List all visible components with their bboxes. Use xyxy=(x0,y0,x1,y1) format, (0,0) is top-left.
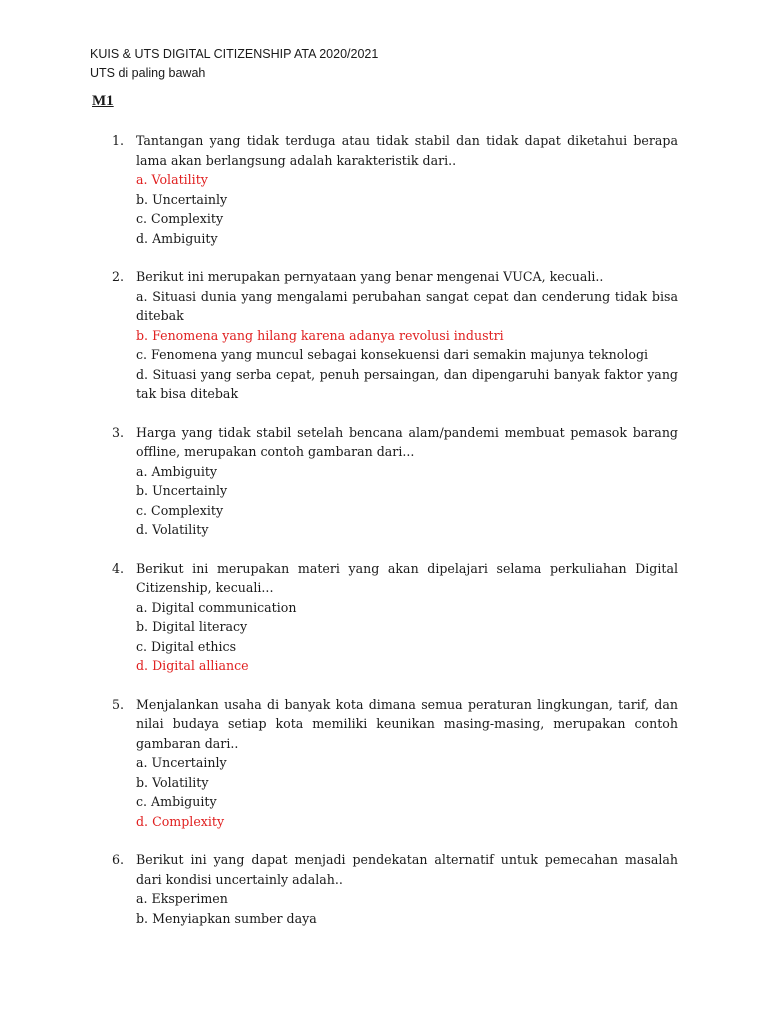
header-subtitle: UTS di paling bawah xyxy=(90,66,206,80)
answer-option-correct: d. Digital alliance xyxy=(136,658,249,673)
document-header xyxy=(90,45,378,83)
answer-option: a. Situasi dunia yang mengalami perubahan sangat cepat dan cenderung tidak bisa ditebak xyxy=(136,288,678,323)
answer-option: b. Digital literacy xyxy=(136,619,248,634)
answer-option: c. Complexity xyxy=(136,211,224,226)
answer-option: b. Uncertainly xyxy=(136,191,228,207)
question-text: Berikut ini merupakan materi yang akan dipelajari selama perkuliahan Digital Citizenship, kecuali... xyxy=(136,560,678,595)
answer-option: b. Volatility xyxy=(136,774,209,790)
answer-option: c. Ambiguity xyxy=(136,794,217,809)
answer-option: d. Ambiguity xyxy=(136,230,218,246)
question-item xyxy=(108,559,678,676)
answer-option: c. Digital ethics xyxy=(136,638,237,654)
question-item xyxy=(108,695,678,832)
answer-option: d. Situasi yang serba cepat, penuh persaingan, dan dipengaruhi banyak faktor yang tak bisa ditebak xyxy=(136,366,678,401)
answer-option: c. Fenomena yang muncul sebagai konsekuensi dari semakin majunya teknologi xyxy=(136,347,649,362)
answer-option: d. Volatility xyxy=(136,522,209,537)
answer-option: a. Eksperimen xyxy=(136,891,228,906)
question-text: Berikut ini yang dapat menjadi pendekatan alternatif untuk pemecahan masalah dari kondisi uncertainly adalah.. xyxy=(136,852,678,887)
section-title: M1 xyxy=(92,93,114,109)
answer-option-correct: b. Fenomena yang hilang karena adanya revolusi industri xyxy=(136,327,504,343)
question-item xyxy=(108,131,678,248)
question-number: 3. xyxy=(112,424,125,440)
answer-option: b. Menyiapkan sumber daya xyxy=(136,910,317,926)
question-number: 1. xyxy=(112,133,125,148)
answer-option: c. Complexity xyxy=(136,502,224,518)
header-title: KUIS & UTS DIGITAL CITIZENSHIP ATA 2020/2021 xyxy=(90,47,379,61)
question-item xyxy=(108,267,678,404)
answer-option: a. Digital communication xyxy=(136,599,297,615)
answer-option: a. Uncertainly xyxy=(136,755,227,770)
question-item xyxy=(108,423,678,540)
question-text: Tantangan yang tidak terduga atau tidak stabil dan tidak dapat diketahui berapa lama akan berlangsung adalah karakteristik dari.. xyxy=(136,133,678,168)
answer-option: b. Uncertainly xyxy=(136,483,228,498)
question-number: 5. xyxy=(112,696,125,712)
question-text: Harga yang tidak stabil setelah bencana alam/pandemi membuat pemasok barang offline, merupakan contoh gambaran dari... xyxy=(136,424,678,459)
question-number: 6. xyxy=(112,852,125,867)
question-number: 4. xyxy=(112,560,125,576)
question-number: 2. xyxy=(112,269,125,284)
question-list xyxy=(108,131,678,947)
question-text: Menjalankan usaha di banyak kota dimana semua peraturan lingkungan, tarif, dan nilai budaya setiap kota memiliki keunikan masing-masing, merupakan contoh gambaran dari.. xyxy=(136,696,678,751)
answer-option-correct: a. Volatility xyxy=(136,172,208,187)
answer-option-correct: d. Complexity xyxy=(136,813,225,829)
answer-option: a. Ambiguity xyxy=(136,463,218,479)
question-text: Berikut ini merupakan pernyataan yang benar mengenai VUCA, kecuali.. xyxy=(136,269,604,284)
question-item xyxy=(108,850,678,928)
